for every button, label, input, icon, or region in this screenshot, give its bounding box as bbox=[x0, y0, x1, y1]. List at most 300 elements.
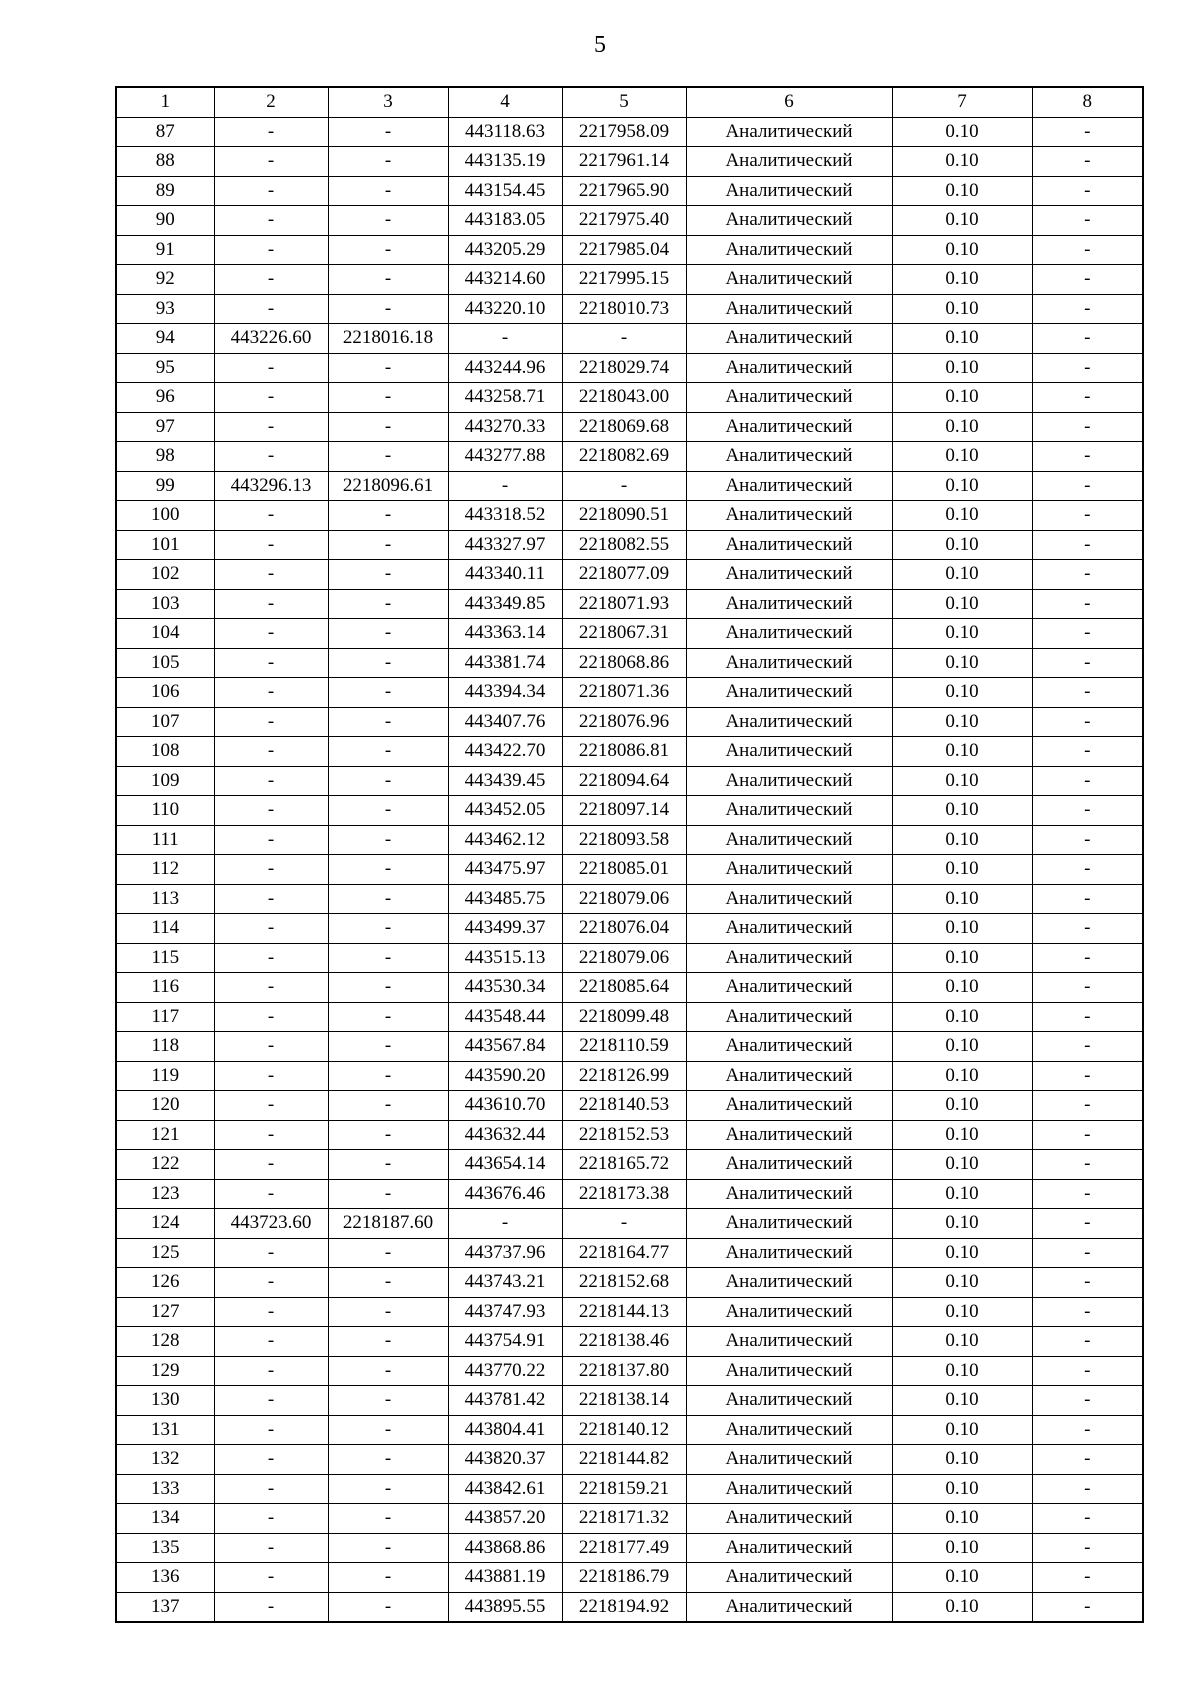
table-cell: - bbox=[328, 1150, 448, 1180]
table-row bbox=[116, 825, 1143, 855]
table-row bbox=[116, 619, 1143, 649]
table-cell: Аналитический bbox=[686, 589, 892, 619]
table-cell: 110 bbox=[116, 796, 214, 826]
table-cell: Аналитический bbox=[686, 383, 892, 413]
table-cell: 443485.75 bbox=[448, 884, 562, 914]
table-row bbox=[116, 1504, 1143, 1534]
table-cell: 2218094.64 bbox=[562, 766, 686, 796]
table-cell: 2218085.01 bbox=[562, 855, 686, 885]
table-row bbox=[116, 766, 1143, 796]
table-cell: 443530.34 bbox=[448, 973, 562, 1003]
table-body bbox=[116, 117, 1143, 1622]
table-cell: - bbox=[1032, 737, 1143, 767]
table-cell: - bbox=[1032, 1091, 1143, 1121]
column-header: 8 bbox=[1032, 87, 1143, 117]
table-cell: 443723.60 bbox=[214, 1209, 328, 1239]
table-cell: 2218110.59 bbox=[562, 1032, 686, 1062]
table-cell: 2217965.90 bbox=[562, 176, 686, 206]
table-cell: 88 bbox=[116, 147, 214, 177]
table-cell: Аналитический bbox=[686, 1592, 892, 1622]
table-cell: 2218194.92 bbox=[562, 1592, 686, 1622]
column-header: 7 bbox=[892, 87, 1032, 117]
table-cell: - bbox=[328, 1327, 448, 1357]
table-row bbox=[116, 707, 1143, 737]
table-cell: Аналитический bbox=[686, 1474, 892, 1504]
table-cell: - bbox=[1032, 176, 1143, 206]
table-cell: Аналитический bbox=[686, 412, 892, 442]
table-cell: 0.10 bbox=[892, 147, 1032, 177]
table-cell: - bbox=[1032, 117, 1143, 147]
table-cell: - bbox=[1032, 1415, 1143, 1445]
table-cell: 99 bbox=[116, 471, 214, 501]
table-cell: 111 bbox=[116, 825, 214, 855]
table-cell: 2217995.15 bbox=[562, 265, 686, 295]
table-cell: 121 bbox=[116, 1120, 214, 1150]
table-cell: - bbox=[328, 825, 448, 855]
table-cell: - bbox=[214, 766, 328, 796]
table-cell: Аналитический bbox=[686, 1533, 892, 1563]
table-cell: 443475.97 bbox=[448, 855, 562, 885]
table-row bbox=[116, 1032, 1143, 1062]
table-cell: Аналитический bbox=[686, 1179, 892, 1209]
table-cell: 443747.93 bbox=[448, 1297, 562, 1327]
table-cell: 0.10 bbox=[892, 766, 1032, 796]
table-cell: Аналитический bbox=[686, 973, 892, 1003]
table-cell: 0.10 bbox=[892, 1061, 1032, 1091]
table-cell: Аналитический bbox=[686, 619, 892, 649]
table-cell: 2218071.36 bbox=[562, 678, 686, 708]
table-cell: 90 bbox=[116, 206, 214, 236]
table-row bbox=[116, 884, 1143, 914]
table-cell: Аналитический bbox=[686, 1209, 892, 1239]
table-cell: 116 bbox=[116, 973, 214, 1003]
table-cell: 114 bbox=[116, 914, 214, 944]
table-cell: Аналитический bbox=[686, 707, 892, 737]
table-cell: Аналитический bbox=[686, 235, 892, 265]
table-cell: Аналитический bbox=[686, 117, 892, 147]
table-row bbox=[116, 1592, 1143, 1622]
table-cell: Аналитический bbox=[686, 1061, 892, 1091]
table-cell: 443244.96 bbox=[448, 353, 562, 383]
table-cell: - bbox=[448, 1209, 562, 1239]
table-cell: 120 bbox=[116, 1091, 214, 1121]
table-cell: Аналитический bbox=[686, 1032, 892, 1062]
table-cell: - bbox=[214, 855, 328, 885]
table-cell: 443439.45 bbox=[448, 766, 562, 796]
table-cell: 0.10 bbox=[892, 117, 1032, 147]
table-cell: 443214.60 bbox=[448, 265, 562, 295]
table-cell: 2218097.14 bbox=[562, 796, 686, 826]
table-cell: 0.10 bbox=[892, 383, 1032, 413]
table-cell: - bbox=[328, 1297, 448, 1327]
table-cell: 443610.70 bbox=[448, 1091, 562, 1121]
table-cell: 113 bbox=[116, 884, 214, 914]
table-cell: - bbox=[562, 324, 686, 354]
table-row bbox=[116, 1120, 1143, 1150]
table-cell: 2218076.04 bbox=[562, 914, 686, 944]
table-cell: - bbox=[328, 353, 448, 383]
table-cell: 443499.37 bbox=[448, 914, 562, 944]
table-cell: - bbox=[214, 589, 328, 619]
table-cell: - bbox=[1032, 1120, 1143, 1150]
table-cell: 126 bbox=[116, 1268, 214, 1298]
table-cell: - bbox=[214, 1356, 328, 1386]
table-cell: - bbox=[1032, 265, 1143, 295]
table-cell: - bbox=[214, 235, 328, 265]
table-cell: 2218016.18 bbox=[328, 324, 448, 354]
table-cell: 0.10 bbox=[892, 914, 1032, 944]
table-cell: - bbox=[1032, 324, 1143, 354]
table-cell: - bbox=[214, 383, 328, 413]
table-cell: - bbox=[1032, 412, 1143, 442]
table-row bbox=[116, 943, 1143, 973]
table-row bbox=[116, 678, 1143, 708]
table-cell: - bbox=[214, 943, 328, 973]
table-cell: - bbox=[328, 884, 448, 914]
table-row bbox=[116, 1327, 1143, 1357]
table-cell: - bbox=[1032, 766, 1143, 796]
table-cell: - bbox=[328, 560, 448, 590]
table-cell: Аналитический bbox=[686, 1327, 892, 1357]
table-cell: 0.10 bbox=[892, 1209, 1032, 1239]
table-cell: - bbox=[214, 1120, 328, 1150]
table-cell: Аналитический bbox=[686, 294, 892, 324]
table-cell: 123 bbox=[116, 1179, 214, 1209]
table-cell: Аналитический bbox=[686, 206, 892, 236]
table-cell: 0.10 bbox=[892, 1327, 1032, 1357]
table-cell: - bbox=[1032, 1179, 1143, 1209]
table-cell: - bbox=[1032, 560, 1143, 590]
column-header: 2 bbox=[214, 87, 328, 117]
table-cell: 0.10 bbox=[892, 294, 1032, 324]
table-cell: - bbox=[214, 1297, 328, 1327]
table-cell: - bbox=[328, 442, 448, 472]
table-cell: - bbox=[328, 383, 448, 413]
table-cell: Аналитический bbox=[686, 1504, 892, 1534]
table-cell: 443737.96 bbox=[448, 1238, 562, 1268]
table-cell: - bbox=[328, 1415, 448, 1445]
table-cell: 443881.19 bbox=[448, 1563, 562, 1593]
table-cell: 0.10 bbox=[892, 943, 1032, 973]
table-cell: 2218069.68 bbox=[562, 412, 686, 442]
table-cell: - bbox=[328, 501, 448, 531]
table-cell: 0.10 bbox=[892, 973, 1032, 1003]
table-cell: 443135.19 bbox=[448, 147, 562, 177]
table-cell: 0.10 bbox=[892, 737, 1032, 767]
table-cell: 89 bbox=[116, 176, 214, 206]
table-cell: 0.10 bbox=[892, 796, 1032, 826]
table-cell: - bbox=[214, 796, 328, 826]
table-cell: - bbox=[328, 766, 448, 796]
table-cell: - bbox=[214, 1268, 328, 1298]
table-cell: 104 bbox=[116, 619, 214, 649]
table-cell: 0.10 bbox=[892, 1120, 1032, 1150]
table-cell: 2218068.86 bbox=[562, 648, 686, 678]
table-cell: - bbox=[328, 1533, 448, 1563]
table-cell: - bbox=[328, 1061, 448, 1091]
table-cell: 443820.37 bbox=[448, 1445, 562, 1475]
table-cell: 443567.84 bbox=[448, 1032, 562, 1062]
table-cell: Аналитический bbox=[686, 1356, 892, 1386]
table-row bbox=[116, 1179, 1143, 1209]
table-row bbox=[116, 265, 1143, 295]
table-cell: 129 bbox=[116, 1356, 214, 1386]
table-cell: 0.10 bbox=[892, 176, 1032, 206]
table-cell: 443452.05 bbox=[448, 796, 562, 826]
table-cell: 443654.14 bbox=[448, 1150, 562, 1180]
table-cell: 2217975.40 bbox=[562, 206, 686, 236]
table-cell: 0.10 bbox=[892, 1032, 1032, 1062]
table-cell: - bbox=[1032, 884, 1143, 914]
table-cell: 2218144.13 bbox=[562, 1297, 686, 1327]
table-cell: Аналитический bbox=[686, 1120, 892, 1150]
table-cell: - bbox=[1032, 1592, 1143, 1622]
table-cell: - bbox=[1032, 973, 1143, 1003]
table-cell: - bbox=[1032, 1238, 1143, 1268]
table-cell: 102 bbox=[116, 560, 214, 590]
table-cell: 0.10 bbox=[892, 1238, 1032, 1268]
table-cell: Аналитический bbox=[686, 796, 892, 826]
table-cell: - bbox=[328, 176, 448, 206]
table-cell: 2218187.60 bbox=[328, 1209, 448, 1239]
table-cell: - bbox=[214, 1563, 328, 1593]
table-row bbox=[116, 176, 1143, 206]
table-cell: - bbox=[328, 1356, 448, 1386]
table-cell: 443804.41 bbox=[448, 1415, 562, 1445]
table-cell: - bbox=[328, 648, 448, 678]
table-cell: - bbox=[214, 825, 328, 855]
table-cell: 2218152.68 bbox=[562, 1268, 686, 1298]
table-cell: - bbox=[1032, 501, 1143, 531]
table-cell: 0.10 bbox=[892, 1150, 1032, 1180]
table-row bbox=[116, 530, 1143, 560]
table-cell: - bbox=[214, 648, 328, 678]
table-cell: 117 bbox=[116, 1002, 214, 1032]
column-header: 3 bbox=[328, 87, 448, 117]
table-row bbox=[116, 1563, 1143, 1593]
table-row bbox=[116, 235, 1143, 265]
table-cell: 0.10 bbox=[892, 884, 1032, 914]
table-cell: Аналитический bbox=[686, 353, 892, 383]
table-cell: 98 bbox=[116, 442, 214, 472]
table-cell: 137 bbox=[116, 1592, 214, 1622]
table-cell: 2217985.04 bbox=[562, 235, 686, 265]
table-cell: - bbox=[1032, 648, 1143, 678]
table-cell: 443515.13 bbox=[448, 943, 562, 973]
table-cell: Аналитический bbox=[686, 442, 892, 472]
table-cell: - bbox=[214, 353, 328, 383]
table-cell: - bbox=[1032, 1445, 1143, 1475]
table-cell: - bbox=[328, 265, 448, 295]
table-row bbox=[116, 1415, 1143, 1445]
column-header: 1 bbox=[116, 87, 214, 117]
table-cell: 2218140.53 bbox=[562, 1091, 686, 1121]
table-cell: 443394.34 bbox=[448, 678, 562, 708]
table-cell: Аналитический bbox=[686, 530, 892, 560]
table-cell: 0.10 bbox=[892, 235, 1032, 265]
table-row bbox=[116, 353, 1143, 383]
table-cell: 0.10 bbox=[892, 855, 1032, 885]
table-cell: 2218085.64 bbox=[562, 973, 686, 1003]
table-cell: - bbox=[328, 235, 448, 265]
table-cell: 95 bbox=[116, 353, 214, 383]
table-cell: 94 bbox=[116, 324, 214, 354]
table-cell: 2218093.58 bbox=[562, 825, 686, 855]
table-cell: 106 bbox=[116, 678, 214, 708]
table-cell: 443327.97 bbox=[448, 530, 562, 560]
table-cell: - bbox=[1032, 1209, 1143, 1239]
table-cell: 443407.76 bbox=[448, 707, 562, 737]
table-cell: 2218071.93 bbox=[562, 589, 686, 619]
table-cell: - bbox=[448, 471, 562, 501]
table-cell: 443857.20 bbox=[448, 1504, 562, 1534]
table-cell: - bbox=[1032, 530, 1143, 560]
table-cell: 0.10 bbox=[892, 1415, 1032, 1445]
table-cell: - bbox=[214, 147, 328, 177]
coordinates-table bbox=[115, 86, 1144, 1623]
table-cell: 109 bbox=[116, 766, 214, 796]
table-cell: 443296.13 bbox=[214, 471, 328, 501]
table-cell: 0.10 bbox=[892, 825, 1032, 855]
table-row bbox=[116, 1445, 1143, 1475]
table-cell: 443676.46 bbox=[448, 1179, 562, 1209]
table-cell: - bbox=[1032, 1061, 1143, 1091]
table-cell: 0.10 bbox=[892, 1563, 1032, 1593]
table-cell: 0.10 bbox=[892, 442, 1032, 472]
table-cell: - bbox=[328, 1592, 448, 1622]
table-cell: 134 bbox=[116, 1504, 214, 1534]
table-row bbox=[116, 1474, 1143, 1504]
table-cell: - bbox=[1032, 1563, 1143, 1593]
table-cell: 2218137.80 bbox=[562, 1356, 686, 1386]
table-cell: 124 bbox=[116, 1209, 214, 1239]
table-cell: 122 bbox=[116, 1150, 214, 1180]
table-cell: 132 bbox=[116, 1445, 214, 1475]
table-cell: 0.10 bbox=[892, 560, 1032, 590]
table-cell: 443205.29 bbox=[448, 235, 562, 265]
table-cell: Аналитический bbox=[686, 737, 892, 767]
table-cell: - bbox=[1032, 825, 1143, 855]
table-cell: Аналитический bbox=[686, 265, 892, 295]
table-cell: 136 bbox=[116, 1563, 214, 1593]
table-cell: 119 bbox=[116, 1061, 214, 1091]
table-cell: 0.10 bbox=[892, 1592, 1032, 1622]
table-cell: 0.10 bbox=[892, 619, 1032, 649]
table-cell: 112 bbox=[116, 855, 214, 885]
table-cell: 0.10 bbox=[892, 1386, 1032, 1416]
table-cell: - bbox=[1032, 1504, 1143, 1534]
table-row bbox=[116, 1386, 1143, 1416]
table-cell: 443895.55 bbox=[448, 1592, 562, 1622]
table-cell: 2218076.96 bbox=[562, 707, 686, 737]
table-cell: 87 bbox=[116, 117, 214, 147]
table-cell: 103 bbox=[116, 589, 214, 619]
table-cell: 2218165.72 bbox=[562, 1150, 686, 1180]
table-cell: 0.10 bbox=[892, 353, 1032, 383]
table-row bbox=[116, 206, 1143, 236]
table-cell: - bbox=[328, 678, 448, 708]
table-cell: - bbox=[214, 294, 328, 324]
column-header: 5 bbox=[562, 87, 686, 117]
table-row bbox=[116, 1002, 1143, 1032]
table-cell: 115 bbox=[116, 943, 214, 973]
table-cell: Аналитический bbox=[686, 855, 892, 885]
table-cell: 127 bbox=[116, 1297, 214, 1327]
table-cell: - bbox=[328, 1238, 448, 1268]
table-cell: - bbox=[214, 678, 328, 708]
table-cell: 96 bbox=[116, 383, 214, 413]
table-cell: - bbox=[214, 707, 328, 737]
table-cell: - bbox=[1032, 1327, 1143, 1357]
table-cell: 100 bbox=[116, 501, 214, 531]
table-cell: 2218126.99 bbox=[562, 1061, 686, 1091]
table-cell: - bbox=[328, 973, 448, 1003]
table-cell: 2218159.21 bbox=[562, 1474, 686, 1504]
table-cell: - bbox=[1032, 1533, 1143, 1563]
table-row bbox=[116, 1209, 1143, 1239]
table-cell: 2218177.49 bbox=[562, 1533, 686, 1563]
table-row bbox=[116, 383, 1143, 413]
table-cell: 0.10 bbox=[892, 1356, 1032, 1386]
table-cell: - bbox=[214, 1415, 328, 1445]
table-cell: Аналитический bbox=[686, 825, 892, 855]
table-cell: 443154.45 bbox=[448, 176, 562, 206]
table-cell: - bbox=[214, 914, 328, 944]
table-cell: 2218138.46 bbox=[562, 1327, 686, 1357]
table-cell: 2218082.55 bbox=[562, 530, 686, 560]
table-cell: - bbox=[1032, 1386, 1143, 1416]
table-cell: - bbox=[214, 973, 328, 1003]
table-row bbox=[116, 1268, 1143, 1298]
table-cell: - bbox=[1032, 855, 1143, 885]
table-cell: Аналитический bbox=[686, 884, 892, 914]
table-cell: 2218152.53 bbox=[562, 1120, 686, 1150]
table-cell: - bbox=[214, 530, 328, 560]
table-cell: 2218082.69 bbox=[562, 442, 686, 472]
table-cell: 0.10 bbox=[892, 206, 1032, 236]
table-cell: 2218043.00 bbox=[562, 383, 686, 413]
table-cell: - bbox=[328, 1268, 448, 1298]
table-cell: - bbox=[1032, 147, 1143, 177]
table-cell: - bbox=[214, 560, 328, 590]
table-cell: - bbox=[1032, 1474, 1143, 1504]
table-cell: 443258.71 bbox=[448, 383, 562, 413]
header-row bbox=[116, 87, 1143, 117]
table-row bbox=[116, 1061, 1143, 1091]
table-cell: 101 bbox=[116, 530, 214, 560]
table-row bbox=[116, 1297, 1143, 1327]
page-number: 5 bbox=[594, 32, 606, 58]
table-cell: 135 bbox=[116, 1533, 214, 1563]
table-cell: 443754.91 bbox=[448, 1327, 562, 1357]
column-header: 4 bbox=[448, 87, 562, 117]
table-cell: - bbox=[328, 1563, 448, 1593]
table-cell: - bbox=[1032, 442, 1143, 472]
table-row bbox=[116, 1150, 1143, 1180]
table-cell: 443183.05 bbox=[448, 206, 562, 236]
table-cell: 0.10 bbox=[892, 412, 1032, 442]
table-cell: 91 bbox=[116, 235, 214, 265]
table-cell: Аналитический bbox=[686, 176, 892, 206]
table-cell: - bbox=[1032, 471, 1143, 501]
table-cell: - bbox=[328, 1386, 448, 1416]
table-cell: - bbox=[1032, 1297, 1143, 1327]
table-row bbox=[116, 147, 1143, 177]
table-cell: - bbox=[562, 1209, 686, 1239]
table-cell: 2218138.14 bbox=[562, 1386, 686, 1416]
table-cell: 2218077.09 bbox=[562, 560, 686, 590]
table-cell: 443340.11 bbox=[448, 560, 562, 590]
